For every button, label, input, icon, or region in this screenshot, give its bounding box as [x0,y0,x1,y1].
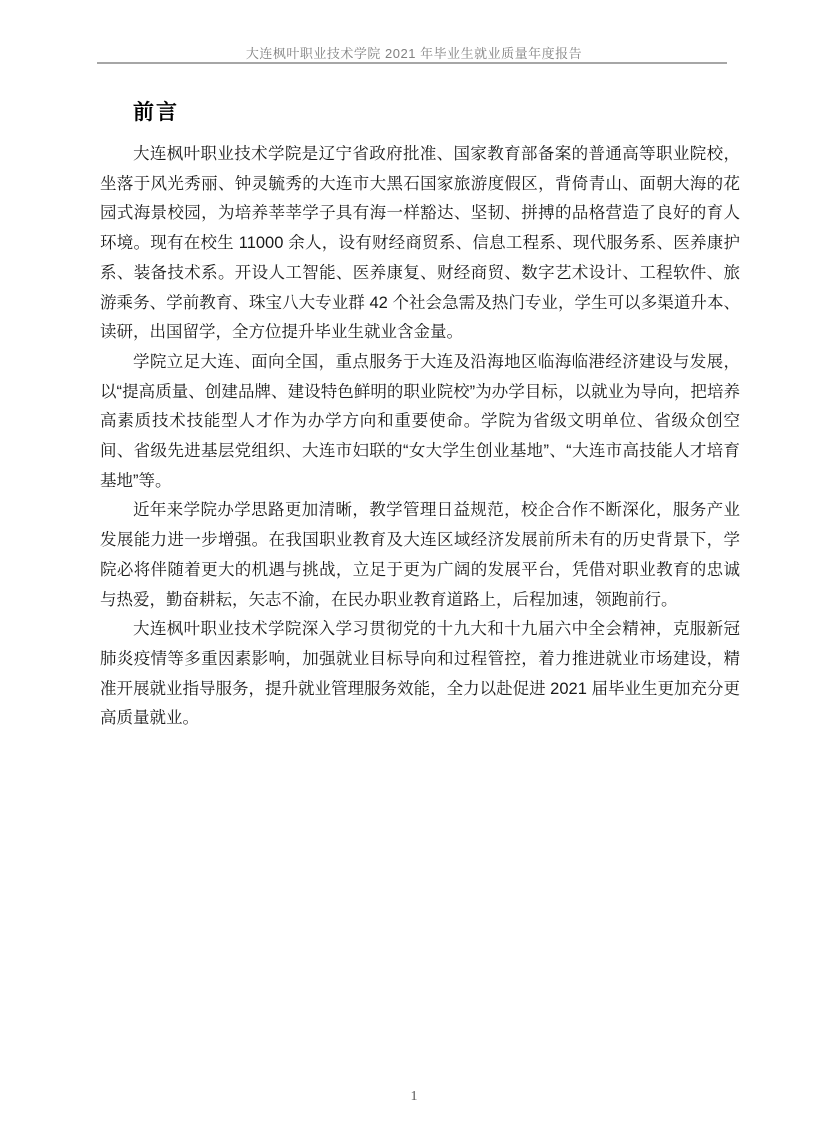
header-divider [97,62,727,64]
paragraph: 大连枫叶职业技术学院深入学习贯彻党的十九大和十九届六中全会精神，克服新冠肺炎疫情等多重因素影响，加强就业目标导向和过程管控，着力推进就业市场建设，精准开展就业指导服务，提升就业管理服务效能，全力以赴促进 2021 届毕业生更加充分更高质量就业。 [100,620,740,728]
page-number: 1 [410,1089,418,1104]
document-body [100,140,740,734]
page-header-title: 大连枫叶职业技术学院 2021 年毕业生就业质量年度报告 [245,46,583,61]
paragraph: 大连枫叶职业技术学院是辽宁省政府批准、国家教育部备案的普通高等职业院校，坐落于风光秀丽、钟灵毓秀的大连市大黑石国家旅游度假区，背倚青山、面朝大海的花园式海景校园，为培养莘莘学子具有海一样豁达、坚韧、拼搏的品格营造了良好的育人环境。现有在校生 11000 余人，设有财经商贸系、信息工程系、现代服务系、医养康护系、装备技术系。开设人工智能、医养康复、财经商贸、数字艺术设计、工程软件、旅游乘务、学前教育、珠宝八大专业群 42 个社会急需及热门专业，学生可以多渠道升本、读研，出国留学，全方位提升毕业生就业含金量。 [100,145,740,342]
section-heading-preface: 前言 [133,101,179,124]
paragraph: 学院立足大连、面向全国，重点服务于大连及沿海地区临海临港经济建设与发展，以“提高质量、创建品牌、建设特色鲜明的职业院校”为办学目标，以就业为导向，把培养高素质技术技能型人才作为办学方向和重要使命。学院为省级文明单位、省级众创空间、省级先进基层党组织、大连市妇联的“女大学生创业基地”、“大连市高技能人才培育基地”等。 [100,352,740,490]
paragraph: 近年来学院办学思路更加清晰，教学管理日益规范，校企合作不断深化，服务产业发展能力进一步增强。在我国职业教育及大连区域经济发展前所未有的历史背景下，学院必将伴随着更大的机遇与挑战，立足于更为广阔的发展平台，凭借对职业教育的忠诚与热爱，勤奋耕耘，矢志不渝，在民办职业教育道路上，后程加速，领跑前行。 [100,501,740,609]
